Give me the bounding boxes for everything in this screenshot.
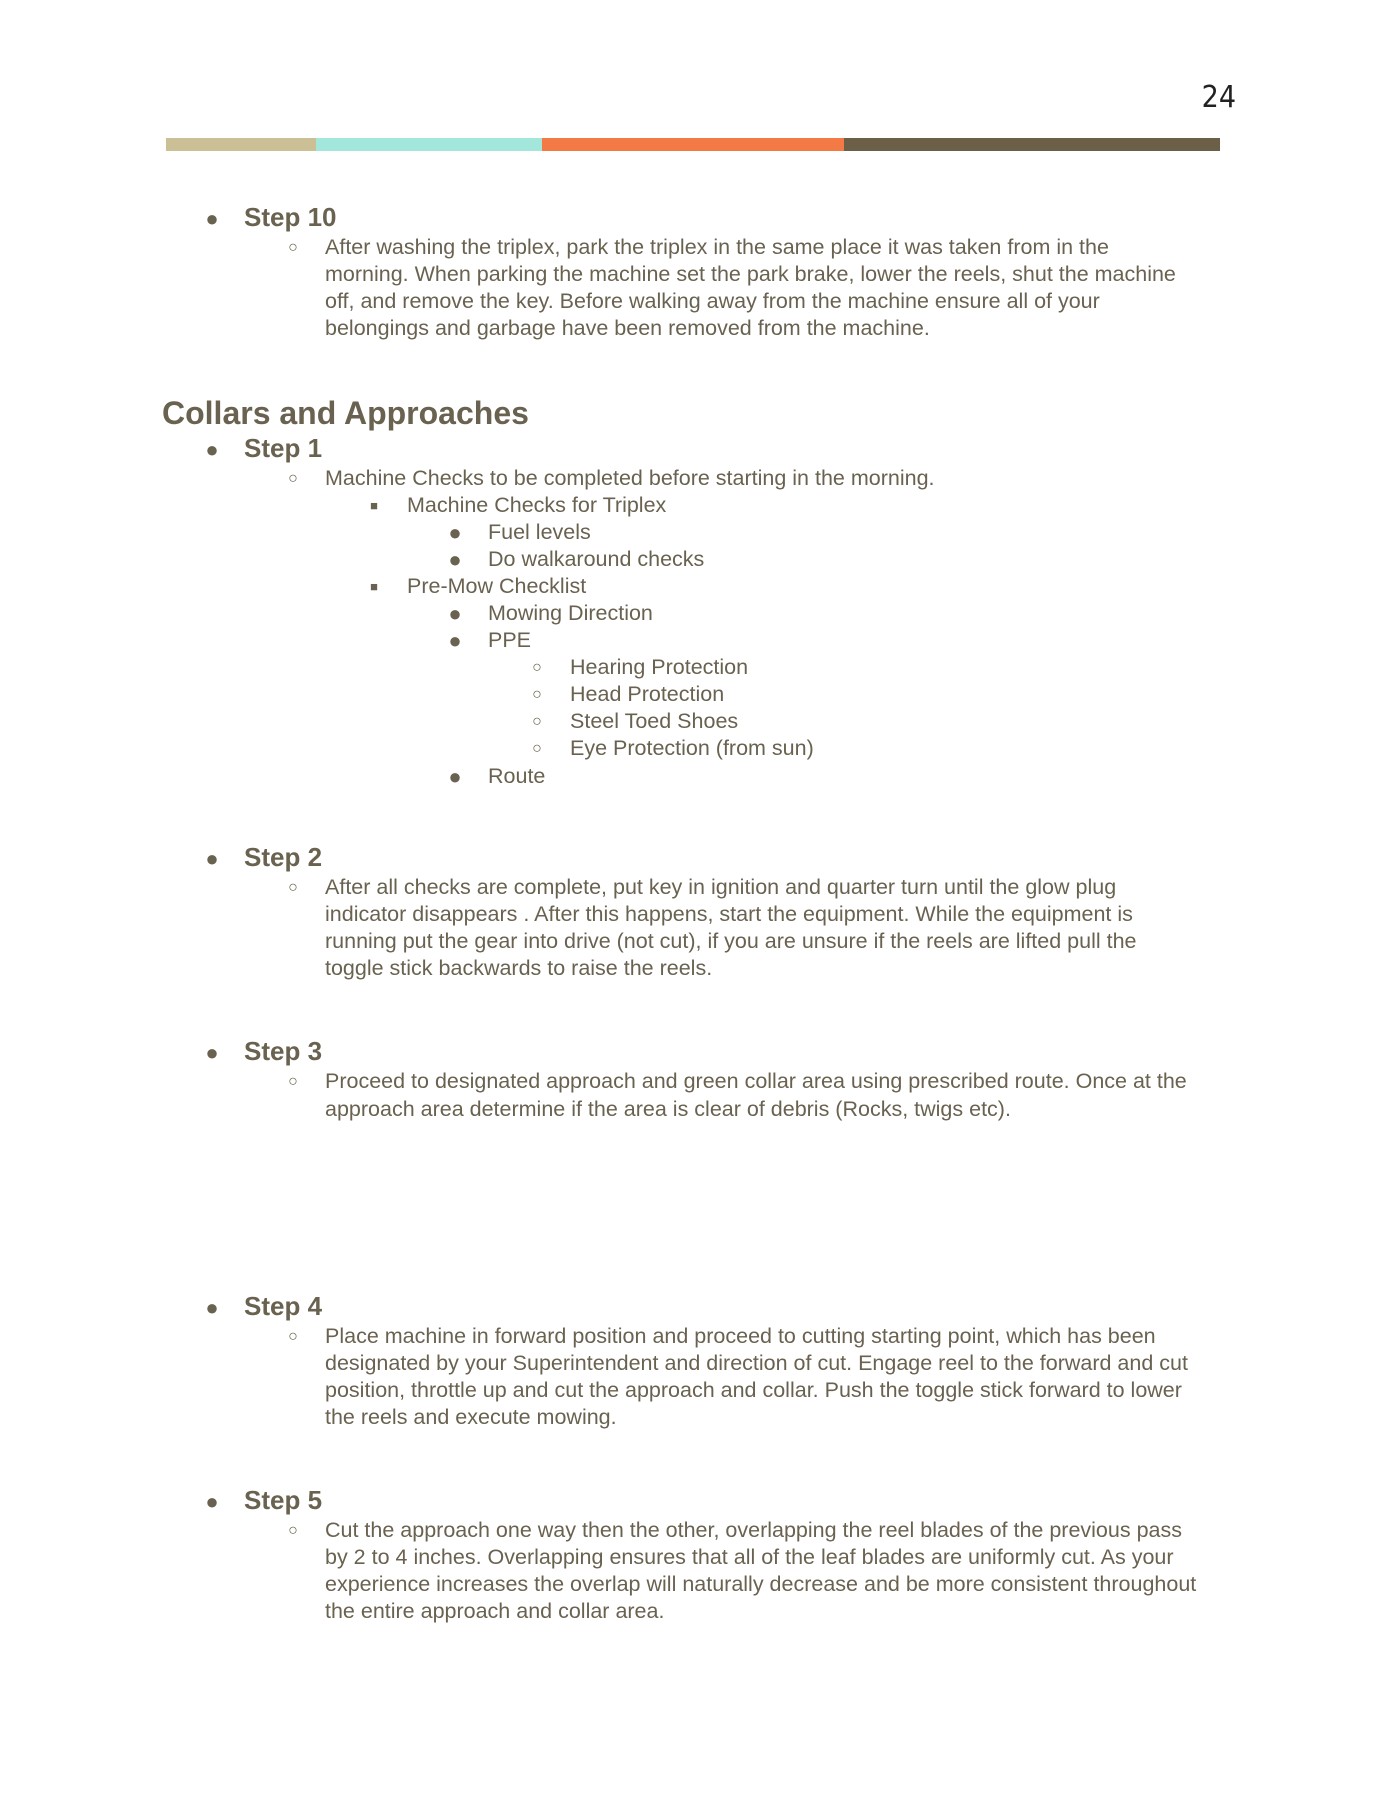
- step-10-title: Step 10: [244, 202, 337, 232]
- bullet-circle-icon: ○: [288, 1522, 298, 1539]
- bullet-square-icon: ■: [370, 498, 378, 513]
- bullet-disc-icon: ●: [448, 520, 462, 545]
- step-3-line-1: Proceed to designated approach and green collar area using prescribed route. Once at the: [325, 1069, 1187, 1093]
- step-4-line-3: position, throttle up and cut the approach and collar. Push the toggle stick forward to lower: [325, 1378, 1182, 1402]
- bullet-disc-icon: ●: [448, 601, 462, 626]
- step-10-line-2: morning. When parking the machine set the park brake, lower the reels, shut the machine: [325, 262, 1176, 286]
- section-title: Collars and Approaches: [162, 395, 529, 431]
- premow-route: Route: [488, 764, 546, 788]
- ppe-eye: Eye Protection (from sun): [570, 736, 814, 760]
- bullet-disc-icon: ●: [448, 764, 462, 789]
- bullet-circle-icon: ○: [288, 470, 298, 487]
- bullet-circle-icon: ○: [532, 740, 542, 757]
- step-2-line-4: toggle stick backwards to raise the reels.: [325, 956, 713, 980]
- step-4-line-4: the reels and execute mowing.: [325, 1405, 617, 1429]
- ppe-shoes: Steel Toed Shoes: [570, 709, 739, 733]
- ppe-hearing: Hearing Protection: [570, 655, 749, 679]
- machine-check-fuel: Fuel levels: [488, 520, 591, 544]
- ppe-head: Head Protection: [570, 682, 725, 706]
- bullet-disc-icon: ●: [205, 846, 219, 871]
- bullet-circle-icon: ○: [288, 1328, 298, 1345]
- bullet-circle-icon: ○: [532, 713, 542, 730]
- step-4-line-2: designated by your Superintendent and direction of cut. Engage reel to the forward and cut: [325, 1351, 1188, 1375]
- step-10-line-4: belongings and garbage have been removed from the machine.: [325, 316, 930, 340]
- step-4-title: Step 4: [244, 1291, 323, 1321]
- step-5-title: Step 5: [244, 1485, 323, 1515]
- bullet-disc-icon: ●: [448, 628, 462, 653]
- step-5-line-4: the entire approach and collar area.: [325, 1599, 665, 1623]
- machine-checks-title: Machine Checks for Triplex: [407, 493, 667, 517]
- color-bar-segment-4: [844, 138, 1220, 151]
- bullet-circle-icon: ○: [288, 1073, 298, 1090]
- step-5-line-1: Cut the approach one way then the other, overlapping the reel blades of the previous pass: [325, 1518, 1182, 1542]
- color-bar-segment-3: [542, 138, 844, 151]
- bullet-square-icon: ■: [370, 579, 378, 594]
- bullet-disc-icon: ●: [205, 437, 219, 462]
- bullet-disc-icon: ●: [205, 206, 219, 231]
- step-4-line-1: Place machine in forward position and proceed to cutting starting point, which has been: [325, 1324, 1156, 1348]
- step-2-title: Step 2: [244, 842, 323, 872]
- bullet-circle-icon: ○: [532, 659, 542, 676]
- color-bar-segment-2: [316, 138, 542, 151]
- bullet-disc-icon: ●: [205, 1489, 219, 1514]
- header-color-bar: [166, 138, 1220, 151]
- step-2-line-2: indicator disappears . After this happens, start the equipment. While the equipment is: [325, 902, 1133, 926]
- step-5-line-2: by 2 to 4 inches. Overlapping ensures that all of the leaf blades are uniformly cut. As your: [325, 1545, 1174, 1569]
- step-3-title: Step 3: [244, 1036, 323, 1066]
- step-1-title: Step 1: [244, 433, 323, 463]
- color-bar-segment-1: [166, 138, 316, 151]
- step-10-line-1: After washing the triplex, park the triplex in the same place it was taken from in the: [325, 235, 1109, 259]
- bullet-disc-icon: ●: [205, 1295, 219, 1320]
- page-number: 24: [1201, 80, 1236, 115]
- step-10-line-3: off, and remove the key. Before walking away from the machine ensure all of your: [325, 289, 1100, 313]
- bullet-circle-icon: ○: [288, 879, 298, 896]
- premow-title: Pre-Mow Checklist: [407, 574, 587, 598]
- premow-mowing-direction: Mowing Direction: [488, 601, 653, 625]
- bullet-circle-icon: ○: [288, 239, 298, 256]
- step-3-line-2: approach area determine if the area is clear of debris (Rocks, twigs etc).: [325, 1097, 1011, 1121]
- bullet-disc-icon: ●: [205, 1040, 219, 1065]
- machine-check-walkaround: Do walkaround checks: [488, 547, 705, 571]
- step-2-line-1: After all checks are complete, put key in ignition and quarter turn until the glow plug: [325, 875, 1117, 899]
- bullet-disc-icon: ●: [448, 547, 462, 572]
- premow-ppe: PPE: [488, 628, 532, 652]
- step-5-line-3: experience increases the overlap will naturally decrease and be more consistent throughout: [325, 1572, 1197, 1596]
- bullet-circle-icon: ○: [532, 686, 542, 703]
- step-1-intro: Machine Checks to be completed before starting in the morning.: [325, 466, 935, 490]
- step-2-line-3: running put the gear into drive (not cut), if you are unsure if the reels are lifted pull the: [325, 929, 1137, 953]
